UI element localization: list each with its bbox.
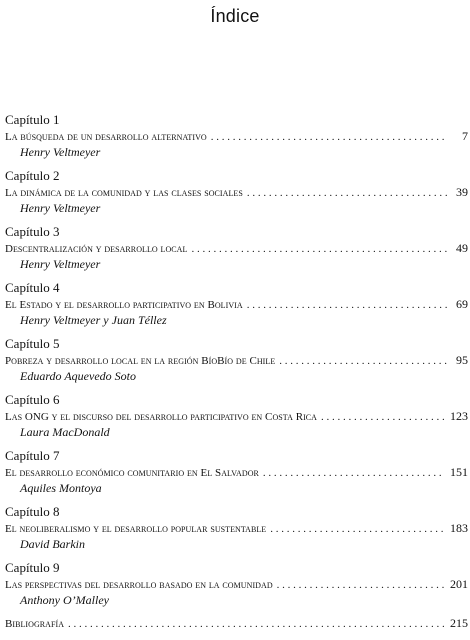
toc-line [5, 520, 468, 536]
chapter-title: La dinámica de la comunidad y las clases sociales [5, 187, 243, 199]
dot-leader [279, 353, 447, 369]
page-number: 201 [450, 577, 468, 591]
chapter-title: Descentralización y desarrollo local [5, 243, 188, 255]
page-number: 7 [462, 129, 468, 143]
toc-line [5, 240, 468, 256]
toc-entry-chapter-3 [5, 223, 468, 279]
chapter-title: El desarrollo económico comunitario en El Salvador [5, 467, 259, 479]
page-number: 183 [450, 521, 468, 535]
dot-leader [247, 185, 447, 201]
chapter-label: Capítulo 7 [5, 448, 60, 463]
page-title: Índice [210, 6, 260, 26]
chapter-author: David Barkin [20, 537, 85, 551]
chapter-title: Las ONG y el discurso del desarrollo participativo en Costa Rica [5, 411, 318, 423]
toc-line [5, 464, 468, 480]
page-number: 39 [456, 185, 468, 199]
toc-line [5, 128, 468, 144]
dot-leader [263, 465, 444, 481]
toc-entry-chapter-7 [5, 447, 468, 503]
page-number: 95 [456, 353, 468, 367]
chapter-author: Henry Veltmeyer [20, 145, 101, 159]
bibliography-title: Bibliografía [5, 618, 65, 630]
chapter-author: Henry Veltmeyer [20, 257, 101, 271]
chapter-author: Anthony O’Malley [20, 593, 109, 607]
table-of-contents [5, 111, 468, 615]
toc-line [5, 296, 468, 312]
chapter-label: Capítulo 5 [5, 336, 60, 351]
chapter-title: La búsqueda de un desarrollo alternativo [5, 131, 207, 143]
dot-leader [68, 616, 444, 632]
chapter-label: Capítulo 4 [5, 280, 60, 295]
toc-line [5, 352, 468, 368]
chapter-title: Pobreza y desarrollo local en la región BíoBío de Chile [5, 355, 276, 367]
page-number: 69 [456, 297, 468, 311]
chapter-author: Henry Veltmeyer [20, 201, 101, 215]
toc-entry-chapter-1 [5, 111, 468, 167]
chapter-title: El neoliberalismo y el desarrollo popular sustentable [5, 523, 267, 535]
dot-leader [277, 577, 444, 593]
toc-entry-chapter-9 [5, 559, 468, 615]
chapter-author: Aquiles Montoya [20, 481, 102, 495]
chapter-label: Capítulo 6 [5, 392, 60, 407]
chapter-label: Capítulo 8 [5, 504, 60, 519]
toc-entry-chapter-8 [5, 503, 468, 559]
chapter-label: Capítulo 3 [5, 224, 60, 239]
dot-leader [247, 297, 447, 313]
chapter-label: Capítulo 1 [5, 112, 60, 127]
toc-entry-chapter-4 [5, 279, 468, 335]
toc-line [5, 184, 468, 200]
page-number: 151 [450, 465, 468, 479]
page-number: 49 [456, 241, 468, 255]
chapter-label: Capítulo 2 [5, 168, 60, 183]
chapter-title: Las perspectivas del desarrollo basado en la comunidad [5, 579, 273, 591]
chapter-label: Capítulo 9 [5, 560, 60, 575]
dot-leader [191, 241, 447, 257]
chapter-author: Henry Veltmeyer y Juan Téllez [20, 313, 167, 327]
dot-leader [211, 129, 447, 145]
page-number: 123 [450, 409, 468, 423]
chapter-author: Eduardo Aquevedo Soto [20, 369, 136, 383]
toc-entry-chapter-5 [5, 335, 468, 391]
toc-line [5, 576, 468, 592]
toc-line [5, 408, 468, 424]
bibliography-entry [5, 615, 468, 631]
toc-entry-chapter-6 [5, 391, 468, 447]
chapter-author: Laura MacDonald [20, 425, 110, 439]
dot-leader [270, 521, 444, 537]
page-number: 215 [450, 616, 468, 630]
chapter-title: El Estado y el desarrollo participativo en Bolivia [5, 299, 243, 311]
dot-leader [321, 409, 444, 425]
toc-entry-chapter-2 [5, 167, 468, 223]
